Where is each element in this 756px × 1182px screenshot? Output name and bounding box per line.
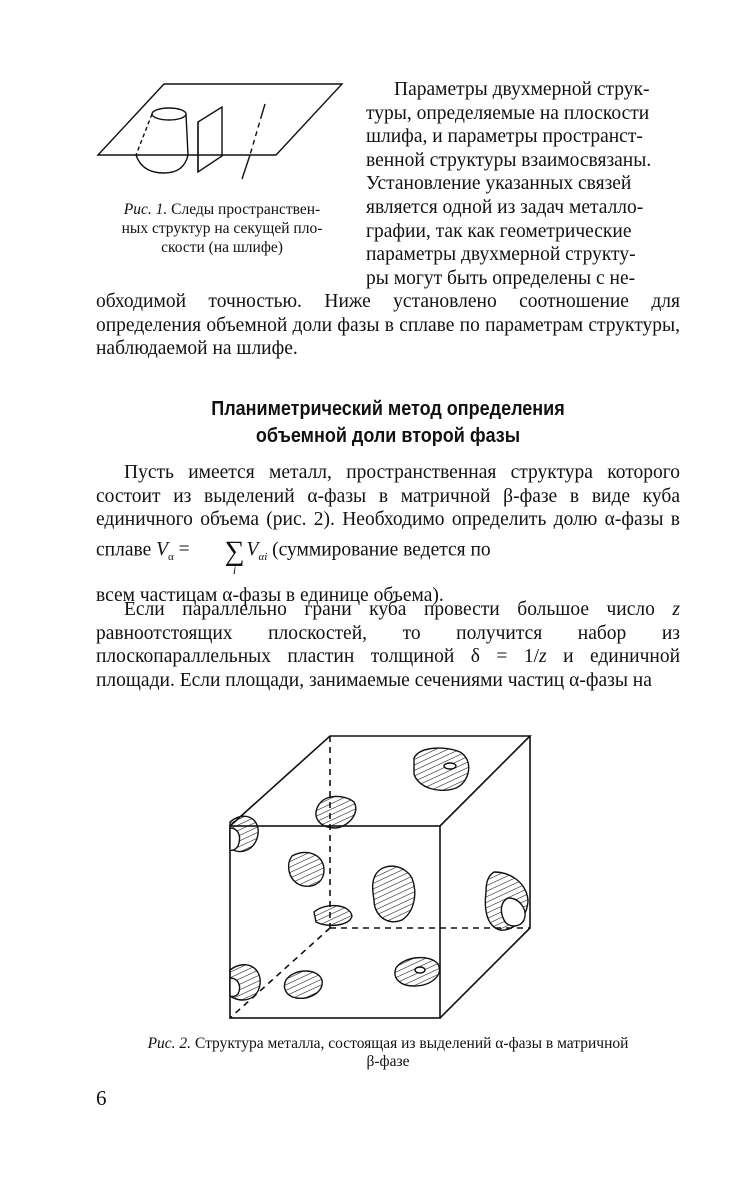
section-plane [98, 84, 342, 155]
figure-2-cube [224, 732, 554, 1024]
paragraph-3: Если параллельно грани куба провести большое число z равноотстоящих плоскостей, то получится набор из плоскопараллельных пластин толщиной δ = 1/z и единичной площади. Если площади, занимаемые сечениями частиц α-фазы на [96, 599, 680, 691]
vertical-plate [198, 107, 222, 172]
sum-operator: ∑ i [224, 535, 245, 577]
figure-1-label: Рис. 1. [123, 201, 168, 218]
figure-1-drawing [92, 74, 352, 194]
cone-bottom [136, 155, 188, 173]
cone-top [152, 108, 186, 120]
section-heading: Планиметрический метод определения объемной доли второй фазы [211, 398, 565, 447]
figure-2-label: Рис. 2. [147, 1035, 192, 1052]
hidden-line [250, 114, 262, 155]
figure-1-caption: Рис. 1. Следы пространствен- ных структур на секущей пло- скости (на шлифе) [121, 201, 323, 256]
paragraph-2: Пусть имеется металл, пространственная структура которого состоит из выделений α-фазы в матричной β-фазе в виде куба единичного объема (рис. 2). Необходимо определить долю α-фазы в сплаве $V_\alpha$ = ∑ i $V_{\alpha i}$ (суммирование ведется по всем частицам α-фазы в единице объема). [96, 462, 680, 606]
volume-fraction-formula: $V_\alpha$ = ∑ i $V_{\alpha i}$ [156, 535, 268, 577]
page-number: 6 [96, 1086, 107, 1110]
paragraph-1-continuation: обходимой точностью. Ниже установлено соотношение для определения объемной доли фазы в сплаве по параметрам структуры, наблюдаемой на шлифе. [96, 291, 680, 360]
paragraph-1-wrapped: Параметры двухмерной струк- туры, определяемые на плоскости шлифа, и параметры пространст- венной структуры взаимосвязаны. Установление указанных связей является одной из задач металло- графии, так как геометрические параметры двухмерной структу- ры могут быть определены с не- [366, 79, 652, 289]
cone-hidden-edge [136, 114, 152, 155]
figure-2-caption: Рис. 2. Структура металла, состоящая из выделений α-фазы в матричной β-фазе [147, 1035, 629, 1070]
